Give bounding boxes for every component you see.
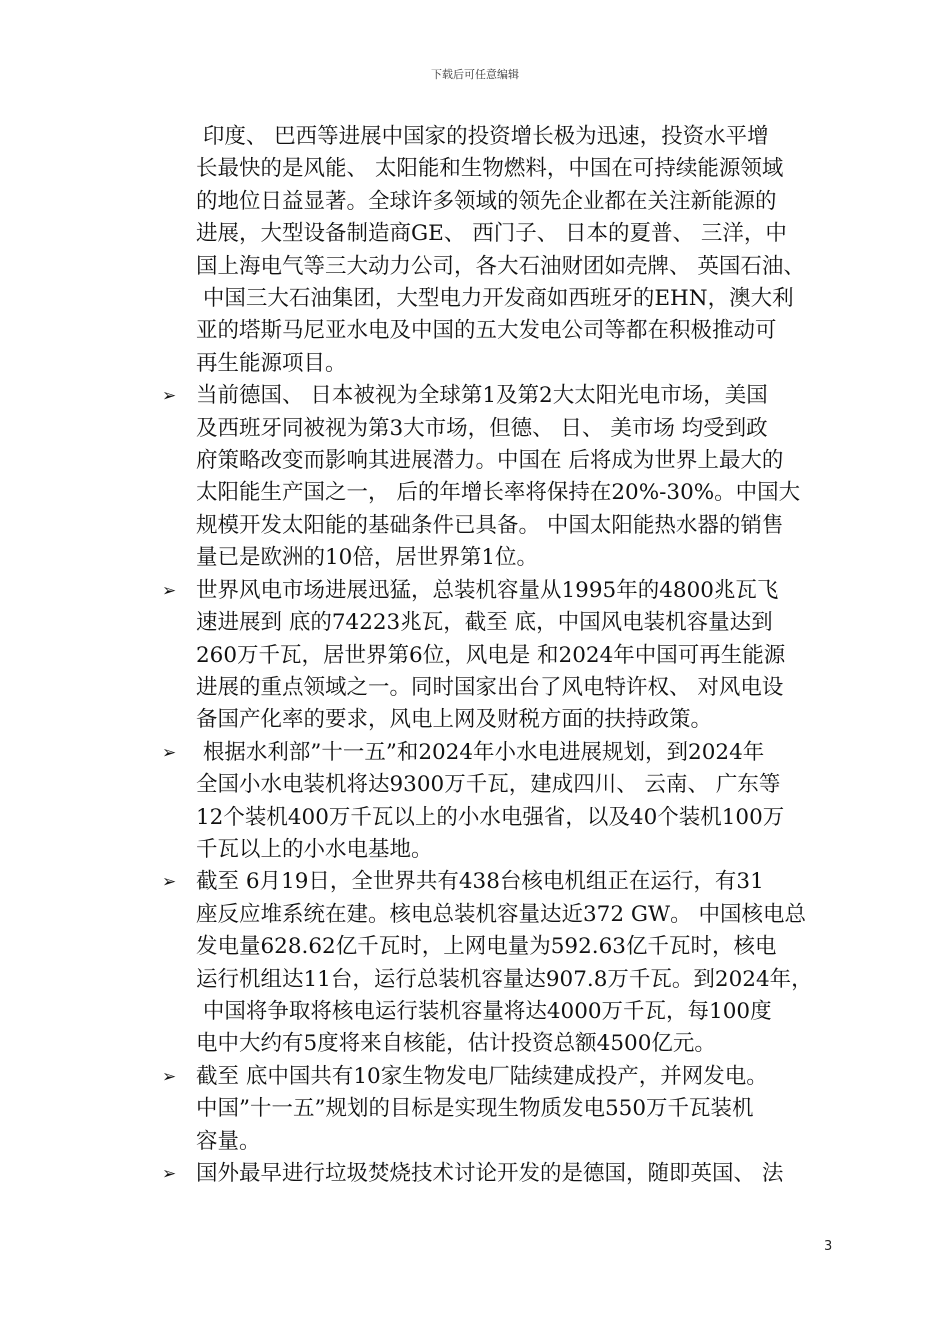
text-line: 电中大约有5度将来自核能，估计投资总额4500亿元。 [196, 1031, 716, 1057]
arrow-bullet-icon: ➢ [162, 580, 177, 601]
text-line: 260万千瓦，居世界第6位，风电是 和2024年中国可再生能源 [196, 642, 786, 668]
text-line: 运行机组达11台，运行总装机容量达907.8万千瓦。到2024年， [196, 966, 813, 992]
arrow-bullet-icon: ➢ [162, 1066, 177, 1087]
text-line: 全国小水电装机将达9300万千瓦，建成四川、 云南、 广东等 [196, 772, 781, 798]
text-line: 容量。 [196, 1128, 261, 1154]
text-line: 发电量628.62亿千瓦时，上网电量为592.63亿千瓦时，核电 [196, 934, 777, 960]
page-number: 3 [824, 1239, 833, 1254]
text-line: 进展，大型设备制造商GE、 西门子、 日本的夏普、 三洋，中 [196, 221, 787, 247]
text-line: 太阳能生产国之一， 后的年增长率将保持在20%-30%。中国大 [196, 480, 801, 506]
text-line: 的地位日益显著。全球许多领域的领先企业都在关注新能源的 [196, 188, 777, 214]
text-line: 国外最早进行垃圾焚烧技术讨论开发的是德国，随即英国、 法 [196, 1161, 784, 1186]
text-line: 中国”十一五”规划的目标是实现生物质发电550万千瓦装机 [196, 1096, 754, 1122]
arrow-bullet-icon: ➢ [162, 872, 177, 893]
intro-paragraph [196, 121, 850, 380]
text-line: 截至 底中国共有10家生物发电厂陆续建成投产，并网发电。 [196, 1063, 768, 1089]
arrow-bullet-icon: ➢ [162, 742, 177, 763]
text-line: 中国三大石油集团，大型电力开发商如西班牙的EHN，澳大利 [196, 286, 794, 312]
bullet-item-biomass [160, 1061, 850, 1158]
text-line: 国上海电气等三大动力公司，各大石油财团如壳牌、 英国石油、 [196, 253, 805, 279]
page-header: 下载后可任意编辑 [431, 68, 519, 81]
bullet-item-solar [160, 380, 850, 574]
text-line: 12个装机400万千瓦以上的小水电强省，以及40个装机100万 [196, 804, 785, 830]
body-text [160, 121, 850, 1190]
text-line: 进展的重点领域之一。同时国家出台了风电特许权、 对风电设 [196, 674, 784, 700]
bullet-item-hydro [160, 737, 850, 867]
text-line: 府策略改变而影响其进展潜力。中国在 后将成为世界上最大的 [196, 448, 784, 474]
text-line: 量已是欧洲的10倍，居世界第1位。 [196, 545, 539, 571]
text-line: 亚的塔斯马尼亚水电及中国的五大发电公司等都在积极推动可 [196, 318, 777, 344]
text-line: 再生能源项目。 [196, 350, 347, 376]
text-line: 及西班牙同被视为第3大市场，但德、 日、 美市场 均受到政 [196, 415, 768, 441]
text-line: 备国产化率的要求，风电上网及财税方面的扶持政策。 [196, 707, 713, 733]
arrow-bullet-icon: ➢ [162, 1164, 177, 1184]
text-line: 中国将争取将核电运行装机容量将达4000万千瓦，每100度 [196, 998, 772, 1024]
text-line: 速进展到 底的74223兆瓦，截至 底，中国风电装机容量达到 [196, 610, 773, 636]
text-line: 根据水利部”十一五”和2024年小水电进展规划，到2024年 [196, 739, 765, 765]
bullet-item-waste [160, 1158, 850, 1190]
text-line: 规模开发太阳能的基础条件已具备。 中国太阳能热水器的销售 [196, 512, 784, 538]
text-line: 世界风电市场进展迅猛，总装机容量从1995年的4800兆瓦飞 [196, 577, 779, 603]
bullet-item-wind [160, 575, 850, 737]
text-line: 当前德国、 日本被视为全球第1及第2大太阳光电市场，美国 [196, 383, 768, 409]
text-line: 印度、 巴西等进展中国家的投资增长极为迅速，投资水平增 [196, 124, 769, 149]
arrow-bullet-icon: ➢ [162, 386, 177, 407]
text-line: 座反应堆系统在建。核电总装机容量达近372 GW。 中国核电总 [196, 901, 806, 927]
text-line: 千瓦以上的小水电基地。 [196, 836, 433, 862]
text-line: 长最快的是风能、 太阳能和生物燃料，中国在可持续能源领域 [196, 156, 784, 182]
bullet-item-nuclear [160, 866, 850, 1060]
text-line: 截至 6月19日，全世界共有438台核电机组正在运行，有31 [196, 869, 764, 895]
